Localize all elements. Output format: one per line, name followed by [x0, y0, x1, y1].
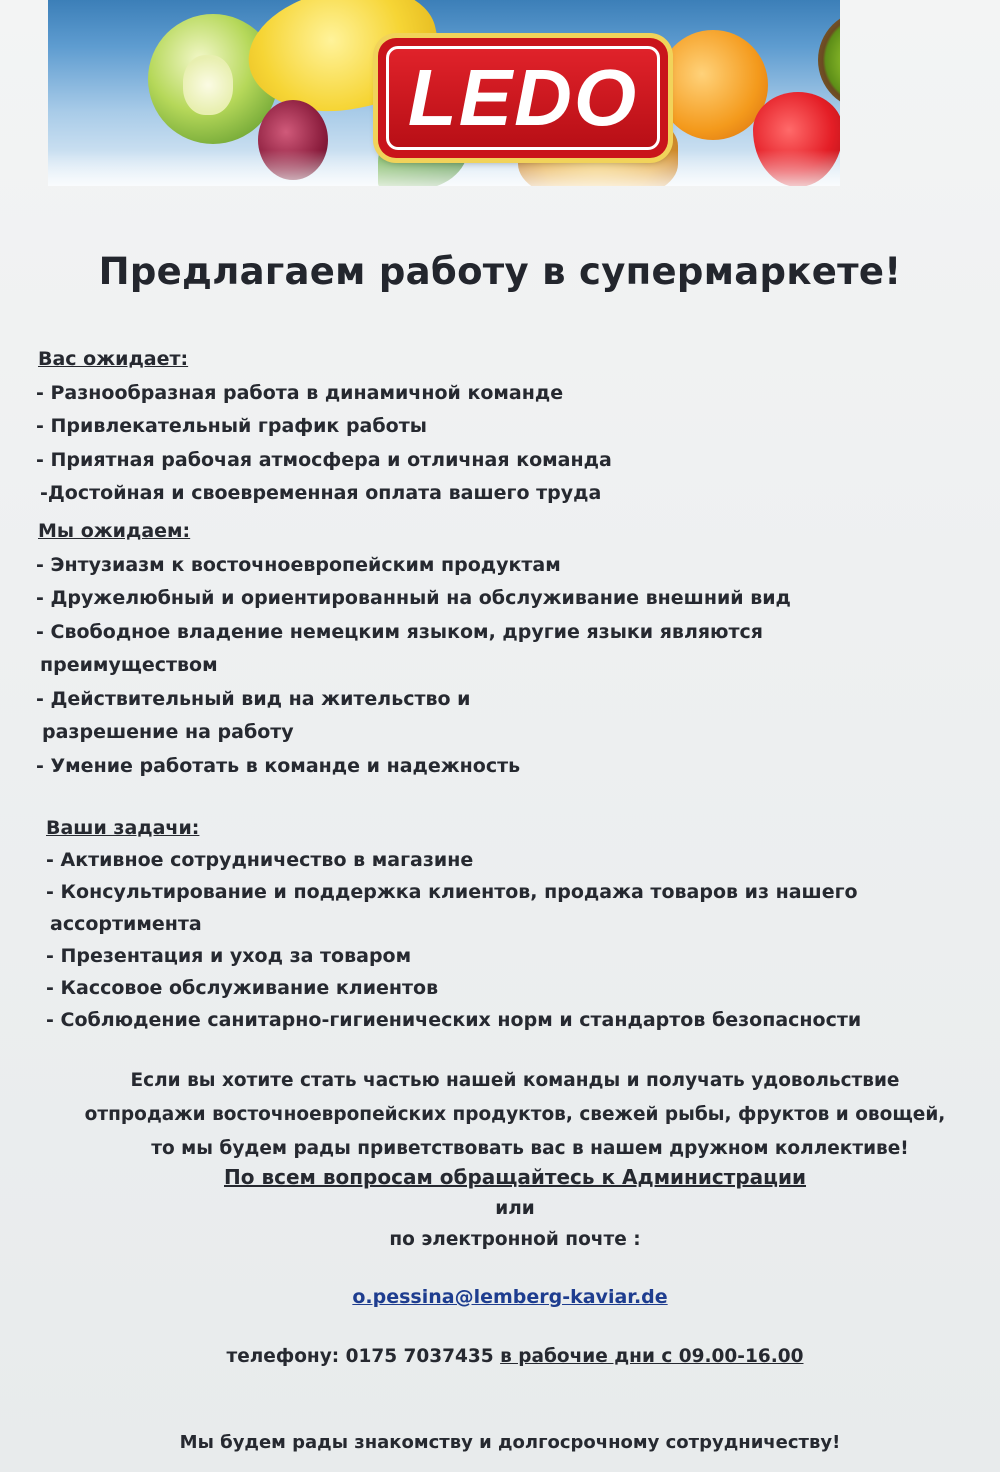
requirement-line: - Свободное владение немецким языком, другие языки являются — [36, 620, 764, 643]
invitation-line: то мы будем рады приветствовать вас в нашем дружном коллективе! — [151, 1138, 909, 1159]
offer-item: - Приятная рабочая атмосфера и отличная команда — [36, 448, 612, 471]
contact-heading: По всем вопросам обращайтесь к Администрации — [224, 1165, 806, 1189]
apple-core-image — [183, 55, 233, 115]
page-title: Предлагаем работу в супермаркете! — [98, 250, 902, 293]
tasks-section — [46, 812, 861, 1036]
task-line: - Презентация и уход за товаром — [46, 945, 412, 967]
requirement-line: - Энтузиазм к восточноевропейским продуктам — [36, 553, 561, 576]
phone-label: телефону: 0175 7037435 — [226, 1346, 494, 1367]
task-line: ассортимента — [50, 913, 202, 935]
invitation-line: отпродажи восточноевропейских продуктов, свежей рыбы, фруктов и овощей, — [84, 1104, 946, 1125]
offer-item: - Привлекательный график работы — [36, 415, 427, 437]
offer-heading: Вас ожидает: — [38, 348, 189, 370]
requirement-line: преимуществом — [40, 654, 218, 676]
closing-block — [0, 1426, 1000, 1460]
tasks-heading: Ваши задачи: — [46, 817, 200, 839]
requirements-heading: Мы ожидаем: — [38, 520, 191, 542]
email-block — [0, 1280, 1000, 1314]
email-label: по электронной почте : — [389, 1229, 641, 1250]
requirements-section — [36, 515, 791, 783]
ledo-logo — [378, 38, 668, 158]
invitation-block — [0, 1064, 1000, 1166]
requirement-line: разрешение на работу — [42, 721, 294, 743]
phone-block — [0, 1340, 1000, 1374]
orange-image — [658, 30, 768, 140]
kiwi-image — [818, 10, 840, 110]
fruit-banner — [48, 0, 840, 186]
requirement-line: - Действительный вид на жительство и — [36, 687, 471, 710]
closing-line: Мы будем рады знакомству и долгосрочному сотрудничеству! — [179, 1432, 841, 1453]
contact-or: или — [495, 1198, 535, 1219]
requirement-line: - Дружелюбный и ориентированный на обслуживание внешний вид — [36, 587, 791, 609]
offer-item: -Достойная и своевременная оплата вашего труда — [40, 482, 602, 504]
task-line: - Кассовое обслуживание клиентов — [46, 977, 439, 999]
task-line: - Консультирование и поддержка клиентов, продажа товаров из нашего — [46, 881, 858, 903]
requirement-line: - Умение работать в команде и надежность — [36, 754, 521, 777]
logo-text: LEDO — [407, 53, 639, 142]
invitation-line: Если вы хотите стать частью нашей команды и получать удовольствие — [130, 1070, 900, 1091]
contact-block — [0, 1160, 1000, 1256]
email-link[interactable]: o.pessina@lemberg-kaviar.de — [352, 1286, 668, 1308]
task-line: - Соблюдение санитарно-гигиенических норм и стандартов безопасности — [46, 1009, 862, 1031]
offer-section — [36, 343, 612, 511]
task-line: - Активное сотрудничество в магазине — [46, 849, 474, 871]
offer-item: - Разнообразная работа в динамичной команде — [36, 381, 564, 404]
office-hours: в рабочие дни с 09.00-16.00 — [500, 1346, 804, 1367]
